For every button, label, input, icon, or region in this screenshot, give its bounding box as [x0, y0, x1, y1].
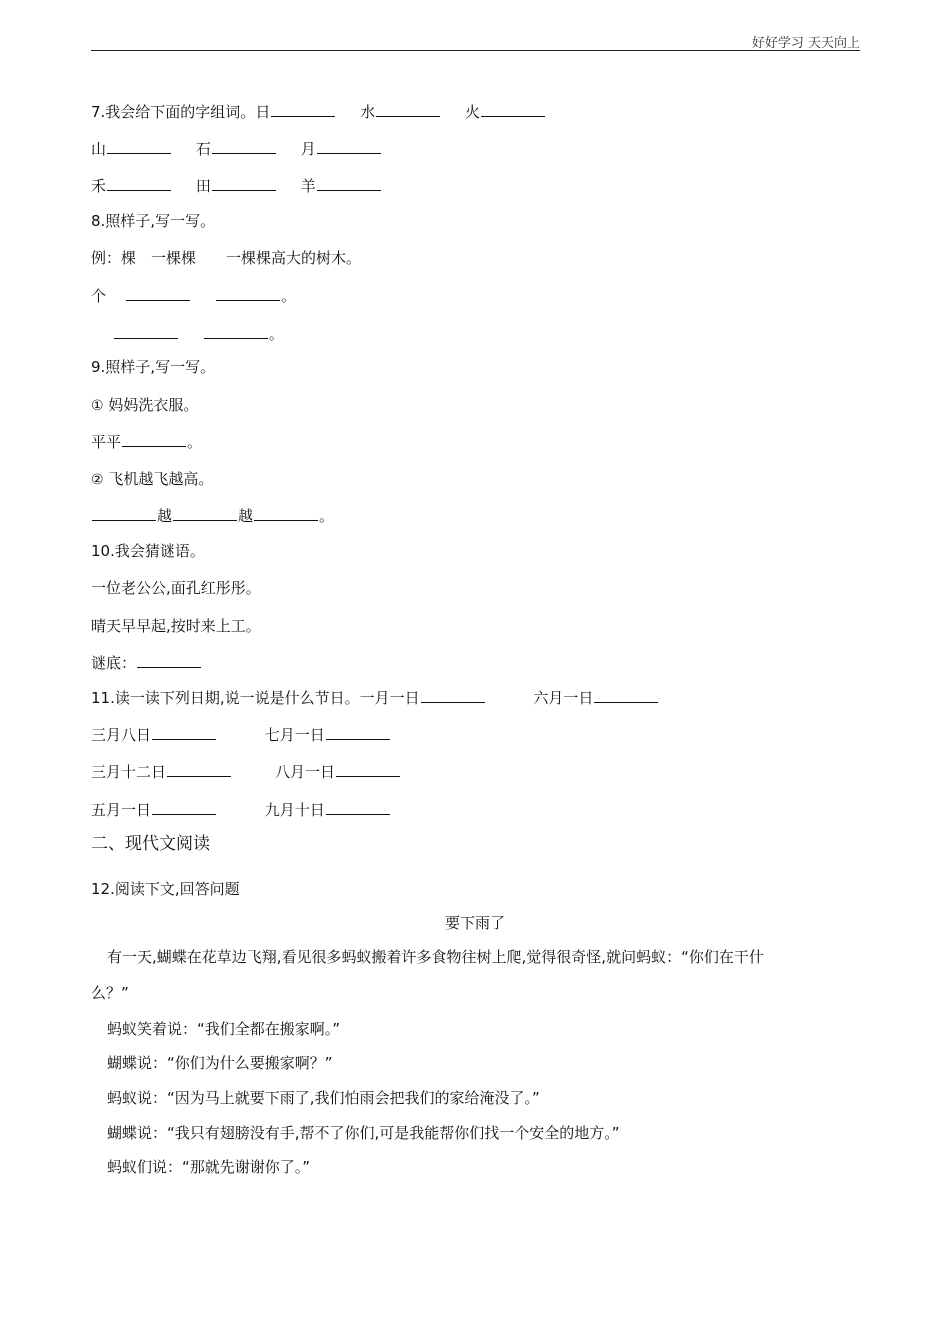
q9-label: 9.照样子,写一写。: [91, 358, 216, 376]
q7-label: 7.我会给下面的字组词。: [91, 103, 256, 121]
q8-example: 例：棵 一棵棵 一棵棵高大的树木。: [91, 249, 362, 267]
q7-row3: 禾 田 羊: [91, 176, 382, 196]
answer-blank[interactable]: [122, 432, 186, 447]
q10-riddle-line2: 晴天早早起,按时来上工。: [91, 617, 261, 635]
answer-blank[interactable]: [152, 725, 216, 740]
passage-paragraph: 有一天,蝴蝶在花草边飞翔,看见很多蚂蚁搬着许多食物往树上爬,觉得很奇怪,就问蚂蚁：“你们在干什: [107, 948, 764, 966]
answer-blank[interactable]: [126, 286, 190, 301]
answer-blank[interactable]: [216, 286, 280, 301]
q9-example1: ① 妈妈洗衣服。: [91, 396, 199, 414]
q11-row2: 三月八日 七月一日: [91, 725, 391, 745]
q11-label: 11.读一读下列日期,说一说是什么节日。: [91, 689, 360, 707]
q12-label: 12.阅读下文,回答问题: [91, 880, 240, 898]
q7-row2: 山 石 月: [91, 139, 382, 159]
q10-riddle-line1: 一位老公公,面孔红彤彤。: [91, 579, 261, 597]
answer-blank[interactable]: [167, 762, 231, 777]
passage-paragraph-continued: 么？”: [91, 984, 129, 1002]
header-motto: 好好学习 天天向上: [751, 36, 860, 51]
section-title: 二、现代文阅读: [91, 834, 210, 854]
q8-row2: 。: [113, 324, 284, 344]
q11-row1: 11.读一读下列日期,说一说是什么节日。一月一日 六月一日: [91, 688, 659, 708]
answer-blank[interactable]: [107, 176, 171, 191]
q9-answer1: 平平 。: [91, 433, 203, 451]
q10-answer: 谜底：: [91, 653, 202, 673]
q11-row4: 五月一日 九月十日: [91, 800, 391, 820]
answer-blank[interactable]: [137, 653, 201, 668]
answer-blank[interactable]: [173, 506, 237, 521]
answer-blank[interactable]: [92, 506, 156, 521]
answer-blank[interactable]: [421, 688, 485, 703]
answer-blank[interactable]: [376, 102, 440, 117]
answer-blank[interactable]: [271, 102, 335, 117]
answer-blank[interactable]: [317, 176, 381, 191]
passage-title: 要下雨了: [444, 914, 505, 932]
answer-blank[interactable]: [336, 762, 400, 777]
answer-blank[interactable]: [326, 800, 390, 815]
q7-row1: 7.我会给下面的字组词。日 水 火: [91, 102, 546, 122]
q10-label: 10.我会猜谜语。: [91, 542, 205, 560]
answer-blank[interactable]: [152, 800, 216, 815]
passage-paragraph: 蝴蝶说：“我只有翅膀没有手,帮不了你们,可是我能帮你们找一个安全的地方。”: [107, 1124, 620, 1142]
q8-row1: 个 。: [91, 287, 296, 305]
page-header: [91, 30, 860, 51]
answer-blank[interactable]: [212, 139, 276, 154]
q11-row3: 三月十二日 八月一日: [91, 762, 401, 782]
answer-blank[interactable]: [317, 139, 381, 154]
answer-blank[interactable]: [107, 139, 171, 154]
answer-blank[interactable]: [481, 102, 545, 117]
passage-paragraph: 蚂蚁笑着说：“我们全都在搬家啊。”: [107, 1020, 341, 1038]
passage-paragraph: 蝴蝶说：“你们为什么要搬家啊？”: [107, 1054, 333, 1072]
q9-example2: ② 飞机越飞越高。: [91, 470, 214, 488]
q8-label: 8.照样子,写一写。: [91, 212, 216, 230]
answer-blank[interactable]: [204, 324, 268, 339]
q9-answer2: 越 越 。: [91, 506, 334, 526]
answer-blank[interactable]: [212, 176, 276, 191]
passage-paragraph: 蚂蚁说：“因为马上就要下雨了,我们怕雨会把我们的家给淹没了。”: [107, 1089, 540, 1107]
passage-paragraph: 蚂蚁们说：“那就先谢谢你了。”: [107, 1158, 311, 1176]
answer-blank[interactable]: [114, 324, 178, 339]
answer-blank[interactable]: [594, 688, 658, 703]
answer-blank[interactable]: [254, 506, 318, 521]
answer-blank[interactable]: [326, 725, 390, 740]
